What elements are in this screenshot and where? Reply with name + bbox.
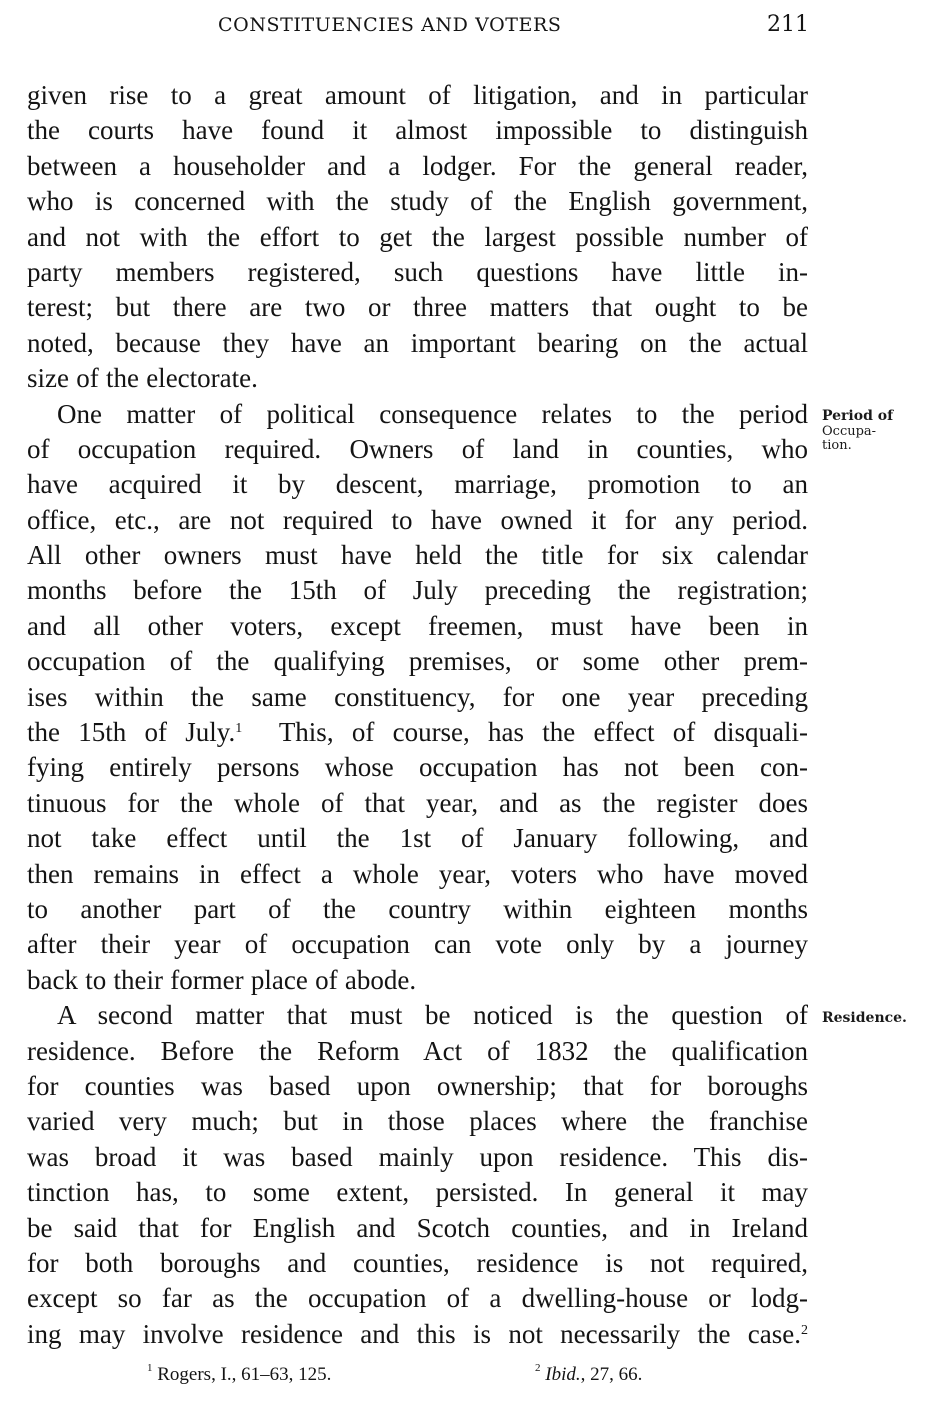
text-line: after their year of occupation can vote only by a journey bbox=[27, 929, 808, 960]
text-line: be said that for English and Scotch counties, and in Ireland bbox=[27, 1212, 808, 1243]
margin-note-line: tion. bbox=[822, 438, 852, 453]
body-text bbox=[27, 78, 808, 1352]
margin-note-residence: Residence. bbox=[822, 1010, 907, 1026]
footnote-ref-2: 2 bbox=[801, 1322, 808, 1338]
text-line: A second matter that must be noticed is the question of bbox=[57, 1000, 808, 1031]
footnote-ref-1: 1 bbox=[235, 721, 243, 737]
text-line: of occupation required. Owners of land in counties, who bbox=[27, 433, 808, 464]
text-line: and all other voters, except freemen, must have been in bbox=[27, 610, 808, 641]
footnote-text: Rogers, I., 61–63, 125. bbox=[157, 1364, 332, 1385]
page-header bbox=[0, 12, 937, 46]
text-line: given rise to a great amount of litigation, and in particular bbox=[27, 80, 808, 110]
text-line: months before the 15th of July preceding the registration; bbox=[27, 575, 808, 606]
text-line: have acquired it by descent, marriage, promotion to an bbox=[27, 469, 808, 500]
text-line: between a householder and a lodger. For the general reader, bbox=[27, 150, 808, 181]
text-line: party members registered, such questions have little in- bbox=[27, 256, 808, 287]
line-text: the 15th of July. bbox=[27, 717, 236, 748]
text-line: ises within the same constituency, for one year preceding bbox=[27, 681, 808, 712]
footnote-1 bbox=[147, 1364, 331, 1386]
footnotes bbox=[0, 1364, 937, 1390]
footnote-mark: 2 bbox=[535, 1362, 541, 1374]
line-text: ing may involve residence and this is not necessarily the case. bbox=[27, 1318, 801, 1349]
margin-note-line: Occupa- bbox=[822, 424, 877, 439]
text-line: residence. Before the Reform Act of 1832 the qualification bbox=[27, 1035, 808, 1066]
text-line: occupation of the qualifying premises, or some other prem- bbox=[27, 646, 808, 677]
text-line: except so far as the occupation of a dwelling-house or lodg- bbox=[27, 1283, 808, 1314]
footnote-text: , 27, 66. bbox=[580, 1364, 643, 1385]
text-line-with-footnote bbox=[27, 1317, 808, 1352]
text-line: varied very much; but in those places where the franchise bbox=[27, 1106, 808, 1137]
text-line: fying entirely persons whose occupation has not been con- bbox=[27, 752, 808, 783]
text-line: tinuous for the whole of that year, and as the register does bbox=[27, 787, 808, 818]
text-line: terest; but there are two or three matters that ought to be bbox=[27, 292, 808, 323]
margin-note-period-of-occupation bbox=[822, 408, 893, 453]
text-line: was broad it was based mainly upon residence. This dis- bbox=[27, 1141, 808, 1172]
text-line: All other owners must have held the title for six calendar bbox=[27, 540, 808, 571]
text-line: size of the electorate. bbox=[27, 363, 258, 394]
text-line: to another part of the country within eighteen months bbox=[27, 893, 808, 924]
margin-note-line: Period of bbox=[822, 408, 894, 424]
text-line: office, etc., are not required to have owned it for any period. bbox=[27, 504, 808, 535]
footnote-mark: 1 bbox=[147, 1362, 153, 1374]
footnote-ibid: Ibid. bbox=[545, 1364, 581, 1385]
text-line: One matter of political consequence relates to the period bbox=[57, 398, 808, 429]
text-line: tinction has, to some extent, persisted. In general it may bbox=[27, 1177, 808, 1208]
text-line-with-footnote bbox=[27, 715, 808, 750]
footnote-2 bbox=[535, 1364, 642, 1386]
text-line: back to their former place of abode. bbox=[27, 964, 417, 995]
text-line: for both boroughs and counties, residence is not required, bbox=[27, 1247, 808, 1278]
text-line: for counties was based upon ownership; that for boroughs bbox=[27, 1070, 808, 1101]
text-line: and not with the effort to get the largest possible number of bbox=[27, 221, 808, 252]
text-line: who is concerned with the study of the English government, bbox=[27, 186, 808, 217]
text-line: then remains in effect a whole year, voters who have moved bbox=[27, 858, 808, 889]
page-number: 211 bbox=[767, 12, 809, 37]
text-line: the courts have found it almost impossible to distinguish bbox=[27, 115, 808, 146]
text-line: noted, because they have an important bearing on the actual bbox=[27, 327, 808, 358]
text-line: not take effect until the 1st of January following, and bbox=[27, 823, 808, 854]
running-title: CONSTITUENCIES AND VOTERS bbox=[218, 14, 562, 36]
line-text-continuation: This, of course, has the effect of disquali- bbox=[278, 717, 809, 748]
